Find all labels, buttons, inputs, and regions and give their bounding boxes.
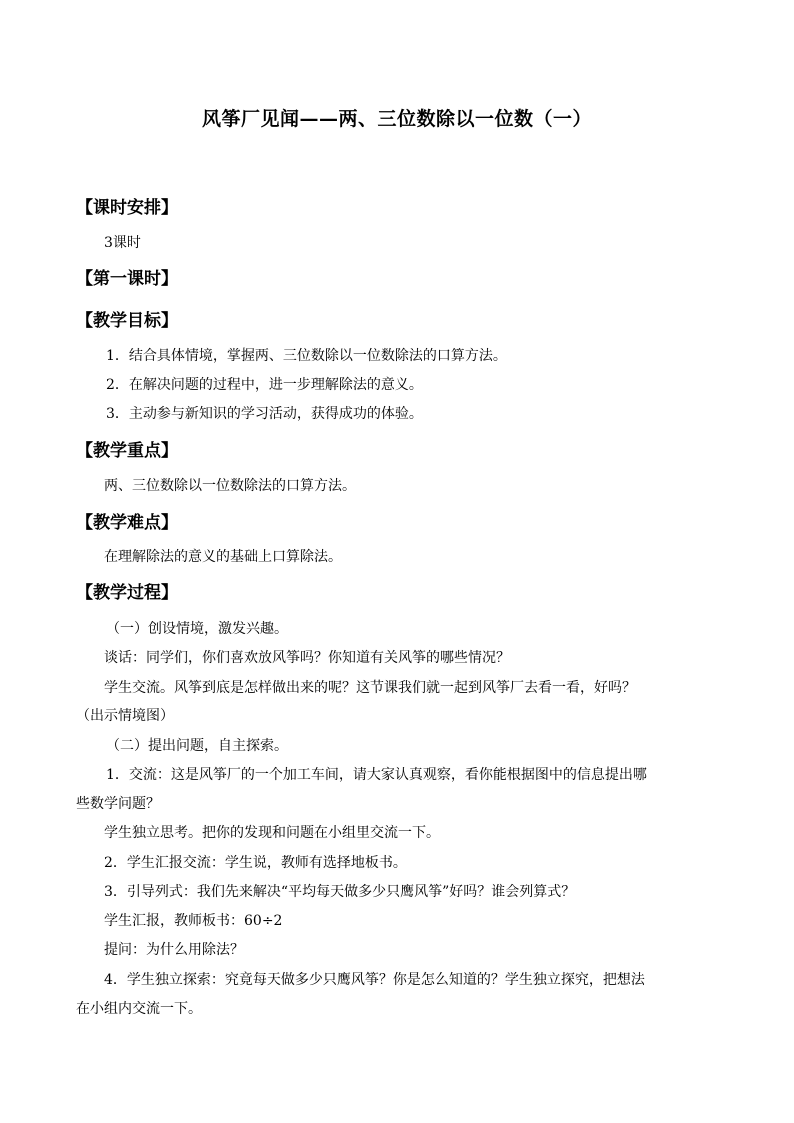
goal-item-1: 1．结合具体情境，掌握两、三位数除以一位数除法的口算方法。 — [106, 348, 507, 364]
heading-goals: 【教学目标】 — [76, 311, 178, 331]
heading-first-lesson: 【第一课时】 — [76, 269, 178, 289]
process-line: 学生独立思考。把你的发现和问题在小组里交流一下。 — [104, 825, 440, 841]
key-point-text: 两、三位数除以一位数除法的口算方法。 — [104, 478, 356, 494]
process-line: 3．引导列式：我们先来解决“平均每天做多少只鹰风筝”好吗？谁会列算式？ — [104, 884, 576, 900]
heading-schedule: 【课时安排】 — [76, 198, 178, 218]
process-line: 2．学生汇报交流：学生说，教师有选择地板书。 — [104, 855, 407, 871]
process-line: 学生交流。风筝到底是怎样做出来的呢？这节课我们就一起到风筝厂去看一看，好吗？ — [104, 680, 636, 696]
process-line: 学生汇报，教师板书：60÷2 — [104, 913, 283, 929]
heading-process: 【教学过程】 — [76, 583, 178, 603]
difficulty-text: 在理解除法的意义的基础上口算除法。 — [104, 549, 342, 565]
process-line: （出示情境图） — [76, 708, 174, 724]
document-title: 风筝厂见闻——两、三位数除以一位数（一） — [201, 108, 592, 130]
heading-key-point: 【教学重点】 — [76, 441, 178, 461]
process-line: 4．学生独立探索：究竟每天做多少只鹰风筝？你是怎么知道的？学生独立探究，把想法 — [104, 972, 645, 988]
goal-item-2: 2．在解决问题的过程中，进一步理解除法的意义。 — [106, 377, 423, 393]
goal-item-3: 3．主动参与新知识的学习活动，获得成功的体验。 — [106, 406, 423, 422]
process-line: 在小组内交流一下。 — [76, 1001, 202, 1017]
process-line: （二）提出问题，自主探索。 — [106, 738, 288, 754]
process-line: 谈话：同学们，你们喜欢放风筝吗？你知道有关风筝的哪些情况？ — [104, 650, 510, 666]
schedule-text: 3课时 — [104, 235, 141, 251]
process-line: （一）创设情境，激发兴趣。 — [106, 621, 288, 637]
process-line: 些数学问题？ — [76, 796, 160, 812]
heading-difficulty: 【教学难点】 — [76, 513, 178, 533]
process-line: 1．交流：这是风筝厂的一个加工车间，请大家认真观察，看你能根据图中的信息提出哪 — [106, 767, 647, 783]
process-line: 提问：为什么用除法？ — [104, 942, 244, 958]
